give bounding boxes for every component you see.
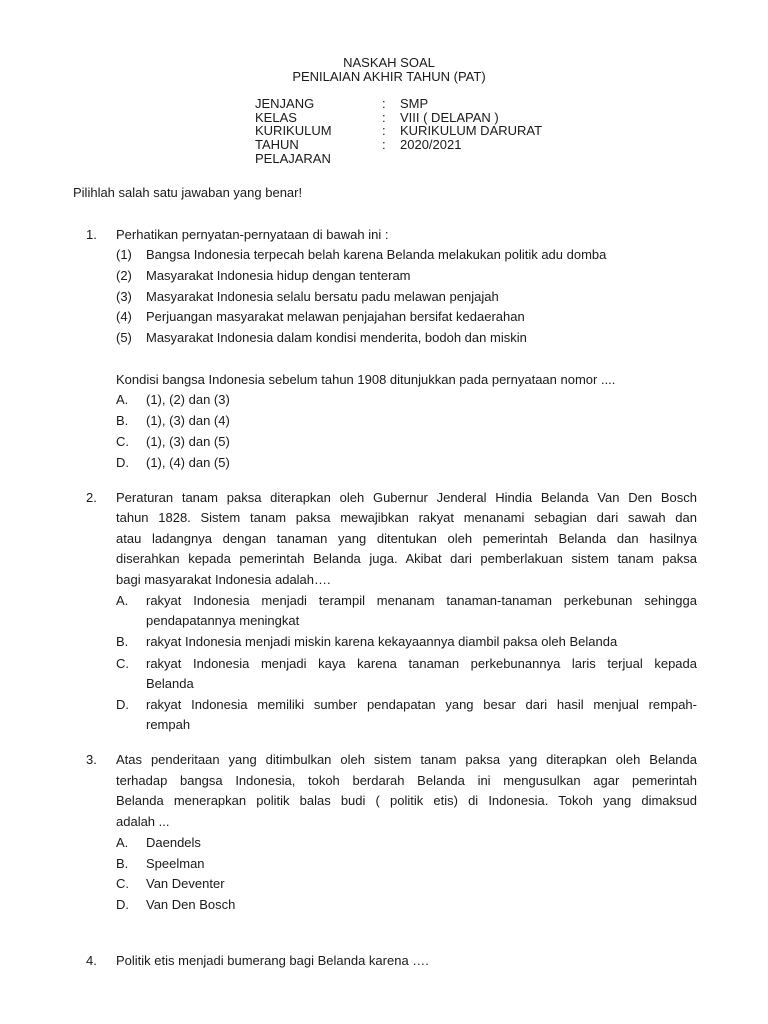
option-text: rakyat Indonesia menjadi kaya karena tanaman perkebunannya laris terjual kepada (146, 656, 697, 671)
option-letter: C. (116, 434, 129, 449)
meta-colon: : (382, 123, 386, 138)
statement-text: Bangsa Indonesia terpecah belah karena Belanda melakukan politik adu domba (146, 247, 607, 262)
question-line: Atas penderitaan yang ditimbulkan oleh sistem tanam paksa yang diterapkan oleh Belanda (116, 752, 697, 767)
option-text: (1), (3) dan (5) (146, 434, 230, 449)
option-text: rakyat Indonesia memiliki sumber pendapatan yang besar dari hasil menjual rempah- (146, 697, 697, 712)
meta-key: TAHUN (255, 137, 299, 152)
statement-number: (5) (116, 330, 132, 345)
option-letter: A. (116, 593, 129, 608)
question-line: adalah ... (116, 814, 170, 829)
option-text: rempah (146, 717, 191, 732)
option-letter: C. (116, 656, 129, 671)
doc-title: NASKAH SOAL (343, 55, 435, 70)
meta-value: KURIKULUM DARURAT (400, 123, 543, 138)
option-letter: D. (116, 455, 129, 470)
option-letter: D. (116, 897, 129, 912)
option-letter: A. (116, 392, 129, 407)
option-text: Daendels (146, 835, 201, 850)
meta-value: 2020/2021 (400, 137, 462, 152)
option-letter: A. (116, 835, 129, 850)
question-number: 4. (86, 953, 97, 968)
meta-colon: : (382, 137, 386, 152)
question-stem: Politik etis menjadi bumerang bagi Belanda karena …. (116, 953, 429, 968)
option-letter: B. (116, 856, 129, 871)
option-text: Van Deventer (146, 876, 225, 891)
meta-key: PELAJARAN (255, 151, 331, 166)
meta-key: KELAS (255, 110, 297, 125)
question-stem: Perhatikan pernyatan-pernyataan di bawah ini : (116, 227, 389, 242)
option-text: Van Den Bosch (146, 897, 236, 912)
option-text: Belanda (146, 676, 194, 691)
instruction: Pilihlah salah satu jawaban yang benar! (73, 185, 303, 200)
meta-key: JENJANG (255, 96, 315, 111)
option-letter: B. (116, 634, 129, 649)
option-text: Speelman (146, 856, 205, 871)
question-line: tahun 1828. Sistem tanam paksa mewajibkan rakyat menanami sebagian dari sawah dan (116, 510, 697, 525)
statement-number: (1) (116, 247, 132, 262)
statement-text: Perjuangan masyarakat melawan penjajahan bersifat kedaerahan (146, 309, 525, 324)
statement-number: (4) (116, 309, 132, 324)
question-line: diserahkan kepada pemerintah Belanda juga. Akibat dari pemberlakuan sistem tanam paksa (116, 551, 697, 566)
question-line: Peraturan tanam paksa diterapkan oleh Gubernur Jenderal Hindia Belanda Van Den Bosch (116, 490, 697, 505)
statement-text: Masyarakat Indonesia selalu bersatu padu melawan penjajah (146, 289, 499, 304)
question-line: atau ladangnya dengan tanaman yang ditentukan oleh pemerintah Belanda dan hasilnya (116, 531, 697, 546)
question-number: 3. (86, 752, 97, 767)
question-number: 1. (86, 227, 97, 242)
meta-value: VIII ( DELAPAN ) (400, 110, 499, 125)
option-letter: B. (116, 413, 129, 428)
statement-number: (2) (116, 268, 132, 283)
option-text: (1), (3) dan (4) (146, 413, 230, 428)
statement-text: Masyarakat Indonesia dalam kondisi menderita, bodoh dan miskin (146, 330, 527, 345)
meta-key: KURIKULUM (255, 123, 332, 138)
option-text: rakyat Indonesia menjadi terampil menanam tanaman-tanaman perkebunan sehingga (146, 593, 697, 608)
statement-number: (3) (116, 289, 132, 304)
statement-text: Masyarakat Indonesia hidup dengan tenteram (146, 268, 411, 283)
doc-subtitle: PENILAIAN AKHIR TAHUN (PAT) (292, 69, 486, 84)
option-text: (1), (2) dan (3) (146, 392, 230, 407)
option-letter: C. (116, 876, 129, 891)
meta-value: SMP (400, 96, 429, 111)
option-text: (1), (4) dan (5) (146, 455, 230, 470)
meta-colon: : (382, 110, 386, 125)
option-letter: D. (116, 697, 129, 712)
question-prompt: Kondisi bangsa Indonesia sebelum tahun 1908 ditunjukkan pada pernyataan nomor .... (116, 372, 616, 387)
question-line: terhadap bangsa Indonesia, tokoh berdarah Belanda ini mengusulkan agar pemerintah (116, 773, 697, 788)
question-line: Belanda menerapkan politik balas budi ( politik etis) di Indonesia. Tokoh yang dimaksud (116, 793, 697, 808)
question-number: 2. (86, 490, 97, 505)
option-text: pendapatannya meningkat (146, 613, 300, 628)
question-line: bagi masyarakat Indonesia adalah…. (116, 572, 331, 587)
option-text: rakyat Indonesia menjadi miskin karena kekayaannya diambil paksa oleh Belanda (146, 634, 618, 649)
meta-colon: : (382, 96, 386, 111)
